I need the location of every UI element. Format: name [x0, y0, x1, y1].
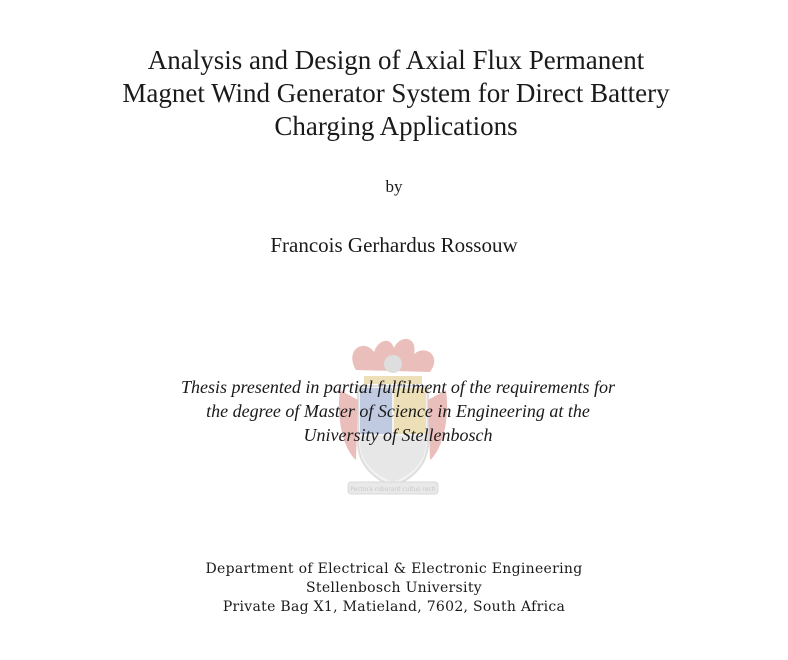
department-address	[0, 560, 788, 617]
thesis-line-3: University of Stellenbosch	[303, 425, 493, 445]
by-label: by	[385, 177, 403, 196]
author-name: Francois Gerhardus Rossouw	[270, 233, 518, 257]
crest-helm	[384, 355, 402, 373]
thesis-line-2: the degree of Master of Science in Engineering at the	[206, 401, 590, 421]
thesis-title	[60, 44, 732, 143]
thesis-statement	[100, 375, 696, 447]
crest-motto-text: Pectora roborant cultus recti	[350, 486, 436, 493]
address-line-3: Private Bag X1, Matieland, 7602, South Africa	[222, 599, 566, 615]
title-line-3: Charging Applications	[274, 111, 518, 141]
thesis-line-1: Thesis presented in partial fulfilment of the requirements for	[181, 377, 615, 397]
title-line-1: Analysis and Design of Axial Flux Permanent	[147, 45, 645, 75]
title-line-2: Magnet Wind Generator System for Direct Battery	[122, 78, 670, 108]
address-line-1: Department of Electrical & Electronic Engineering	[205, 561, 583, 577]
address-line-2: Stellenbosch University	[306, 580, 482, 596]
